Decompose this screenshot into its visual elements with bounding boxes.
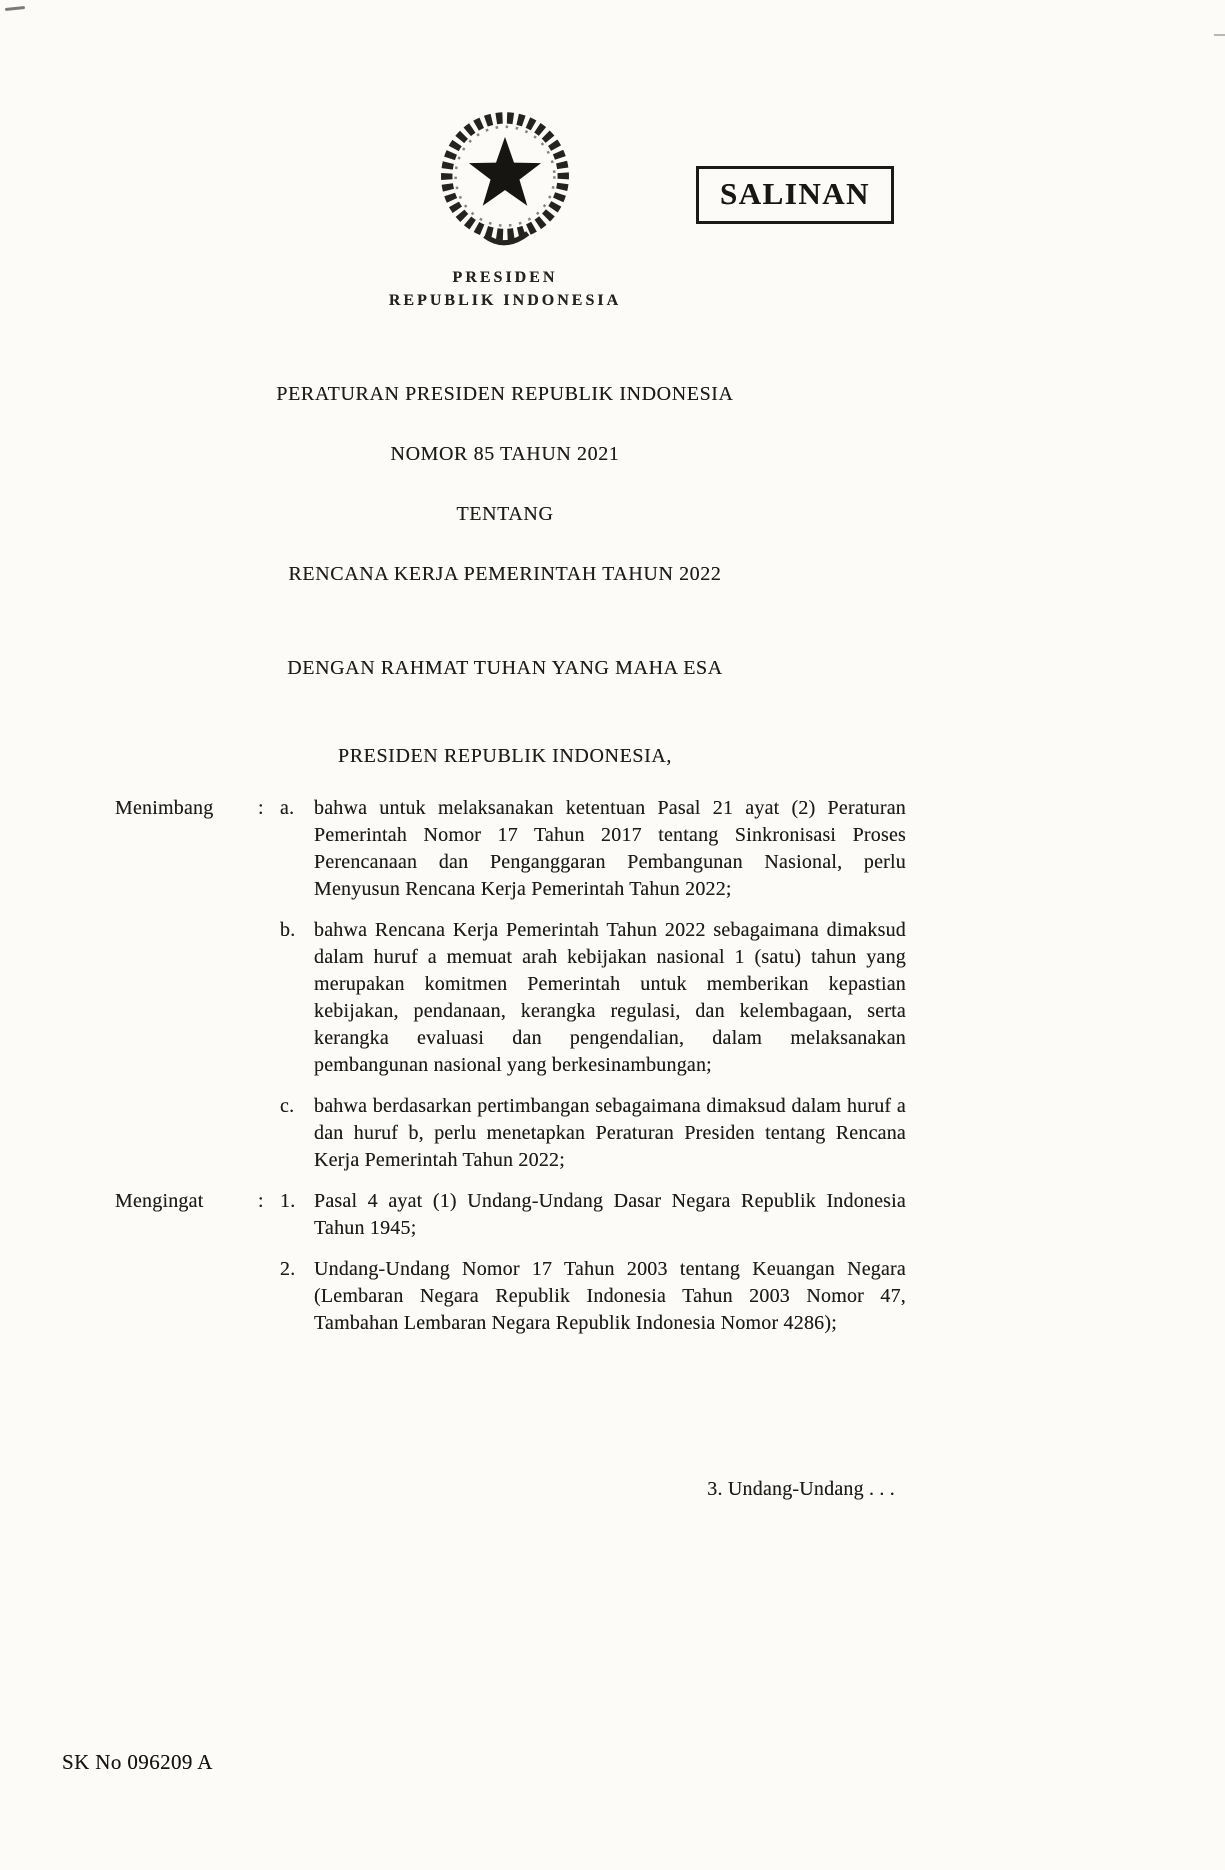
- item-text: bahwa Rencana Kerja Pemerintah Tahun 2022 sebagaimana dimaksud dalam huruf a memuat arah kebijakan nasional 1 (satu) tahun yang merupakan komitmen Pemerintah untuk memberikan kepastian kebijakan, pendanaan, kerangka regulasi, dan kelembagaan, serta kerangka evaluasi dan pengendalian, dalam melaksanakan pembangunan nasional yang berkesinambungan;: [314, 919, 906, 1076]
- item-text: bahwa berdasarkan pertimbangan sebagaimana dimaksud dalam huruf a dan huruf b, perlu menetapkan Peraturan Presiden tentang Rencana Kerja Pemerintah Tahun 2022;: [314, 1095, 906, 1171]
- presidential-seal-icon: [429, 104, 581, 256]
- considering-colon: :: [258, 797, 264, 819]
- letterhead: [0, 266, 1010, 312]
- item-marker: 1.: [280, 1190, 296, 1212]
- letterhead-line2: REPUBLIK INDONESIA: [388, 292, 622, 309]
- title-block: [0, 382, 1010, 768]
- title-invocation: DENGAN RAHMAT TUHAN YANG MAHA ESA: [287, 657, 723, 679]
- scan-artifact: [5, 6, 25, 11]
- catchword: 3. Undang-Undang . . .: [707, 1478, 895, 1500]
- remembering-items: [280, 1188, 906, 1351]
- remembering-colon: :: [258, 1190, 264, 1212]
- list-item: [280, 795, 906, 903]
- considering-items: [280, 795, 906, 1188]
- item-marker: 2.: [280, 1258, 296, 1280]
- remembering-section: [115, 1188, 906, 1351]
- item-text: bahwa untuk melaksanakan ketentuan Pasal 21 ayat (2) Peraturan Pemerintah Nomor 17 Tahun 2017 tentang Sinkronisasi Proses Perencanaan dan Penganggaran Pembangunan Nasional, perlu Menyusun Rencana Kerja Pemerintah Tahun 2022;: [314, 797, 906, 900]
- item-text: Undang-Undang Nomor 17 Tahun 2003 tentang Keuangan Negara (Lembaran Negara Republik Indonesia Tahun 2003 Nomor 47, Tambahan Lembaran Negara Republik Indonesia Nomor 4286);: [314, 1258, 906, 1334]
- list-item: [280, 1093, 906, 1174]
- list-item: [280, 1256, 906, 1337]
- item-text: Pasal 4 ayat (1) Undang-Undang Dasar Negara Republik Indonesia Tahun 1945;: [314, 1190, 906, 1239]
- remembering-label: Mengingat: [115, 1190, 204, 1212]
- list-item: [280, 917, 906, 1079]
- preamble: [115, 795, 906, 1351]
- considering-label: Menimbang: [115, 797, 214, 819]
- item-marker: b.: [280, 919, 296, 941]
- document-code: SK No 096209 A: [62, 1750, 213, 1774]
- item-marker: c.: [280, 1095, 295, 1117]
- letterhead-line1: PRESIDEN: [452, 269, 558, 286]
- scan-artifact: [1214, 34, 1225, 36]
- title-subject: RENCANA KERJA PEMERINTAH TAHUN 2022: [288, 563, 722, 585]
- title-number: NOMOR 85 TAHUN 2021: [390, 443, 620, 465]
- salinan-stamp: SALINAN: [696, 166, 894, 224]
- item-marker: a.: [280, 797, 295, 819]
- title-tentang: TENTANG: [456, 503, 554, 525]
- list-item: [280, 1188, 906, 1242]
- considering-section: [115, 795, 906, 1188]
- title-regulation: PERATURAN PRESIDEN REPUBLIK INDONESIA: [276, 383, 734, 405]
- title-issuer: PRESIDEN REPUBLIK INDONESIA,: [337, 745, 673, 767]
